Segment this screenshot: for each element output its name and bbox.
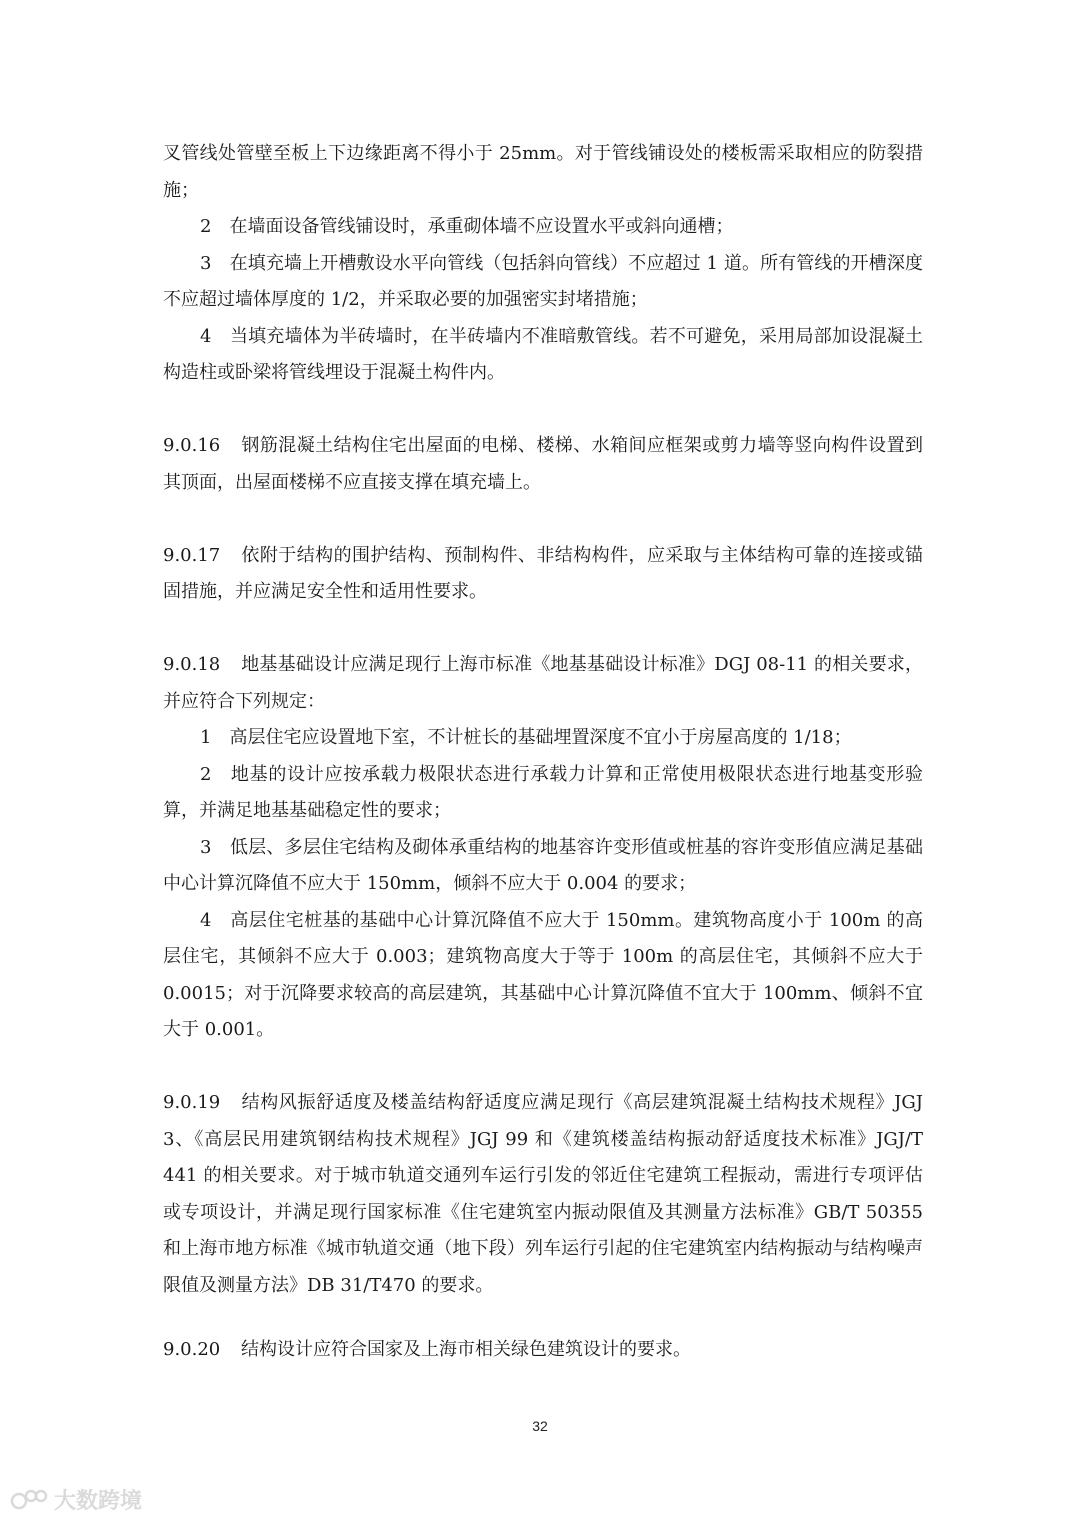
list-item: 4 高层住宅桩基的基础中心计算沉降值不应大于 150mm。建筑物高度小于 100m 的高层住宅，其倾斜不应大于 0.003；建筑物高度大于等于 100m 的高层住宅，其倾斜不应大于 0.0015；对于沉降要求较高的高层建筑，其基础中心计算沉降值不宜大于 100mm、倾斜不宜大于 0.001。 [163,909,923,1040]
clause [163,538,923,611]
clause [163,1085,923,1304]
watermark-text: 大数跨境 [54,1489,143,1514]
clause-number: 9.0.17 [163,544,221,566]
clause-number: 9.0.20 [163,1339,221,1360]
clause-number: 9.0.18 [163,654,221,675]
clause [163,647,923,720]
list-item: 2 在墙面设备管线铺设时，承重砌体墙不应设置水平或斜向通槽； [200,216,734,237]
list-item: 3 低层、多层住宅结构及砌体承重结构的地基容许变形值或桩基的容许变形值应满足基础中心计算沉降值不应大于 150mm，倾斜不应大于 0.004 的要求； [163,836,923,894]
paragraph-gap [163,501,923,538]
clause-text: 地基基础设计应满足现行上海市标准《地基基础设计标准》DGJ 08-11 的相关要求，并应符合下列规定： [163,654,923,712]
clause [163,1332,923,1369]
clause-number: 9.0.19 [163,1092,221,1113]
document-body [163,136,923,1369]
clause [163,428,923,501]
paragraph-gap [163,611,923,648]
clause-text: 钢筋混凝土结构住宅出屋面的电梯、楼梯、水箱间应框架或剪力墙等竖向构件设置到其顶面，出屋面楼梯不应直接支撑在填充墙上。 [163,435,923,493]
paragraph-gap [163,392,923,429]
list-item: 2 地基的设计应按承载力极限状态进行承载力计算和正常使用极限状态进行地基变形验算，并满足地基基础稳定性的要求； [163,763,923,821]
paragraph: 叉管线处管壁至板上下边缘距离不得小于 25mm。对于管线铺设处的楼板需采取相应的防裂措施； [163,143,923,201]
list-item: 3 在填充墙上开槽敷设水平向管线（包括斜向管线）不应超过 1 道。所有管线的开槽深度不应超过墙体厚度的 1/2，并采取必要的加强密实封堵措施； [163,252,923,310]
clause-text: 结构设计应符合国家及上海市相关绿色建筑设计的要求。 [241,1339,691,1360]
watermark-icon [10,1487,50,1513]
list-item: 4 当填充墙体为半砖墙时，在半砖墙内不准暗敷管线。若不可避免，采用局部加设混凝土构造柱或卧梁将管线埋设于混凝土构件内。 [163,325,923,383]
clause-number: 9.0.16 [163,435,221,456]
list-item: 1 高层住宅应设置地下室，不计桩长的基础埋置深度不宜小于房屋高度的 1/18； [200,727,852,748]
watermark-logo [10,1484,142,1515]
clause-text: 依附于结构的围护结构、预制构件、非结构构件，应采取与主体结构可靠的连接或锚固措施，并应满足安全性和适用性要求。 [163,544,923,602]
paragraph-gap [163,1049,923,1086]
paragraph-gap [163,1304,923,1332]
page-number: 32 [532,1418,548,1434]
clause-text: 结构风振舒适度及楼盖结构舒适度应满足现行《高层建筑混凝土结构技术规程》JGJ 3、《高层民用建筑钢结构技术规程》JGJ 99 和《建筑楼盖结构振动舒适度技术标准》JGJ/T 441 的相关要求。对于城市轨道交通列车运行引发的邻近住宅建筑工程振动，需进行专项评估或专项设计，并满足现行国家标准《住宅建筑室内振动限值及其测量方法标准》GB/T 50355 和上海市地方标准《城市轨道交通（地下段）列车运行引起的住宅建筑室内结构振动与结构噪声限值及测量方法》DB 31/T470 的要求。 [163,1092,923,1296]
